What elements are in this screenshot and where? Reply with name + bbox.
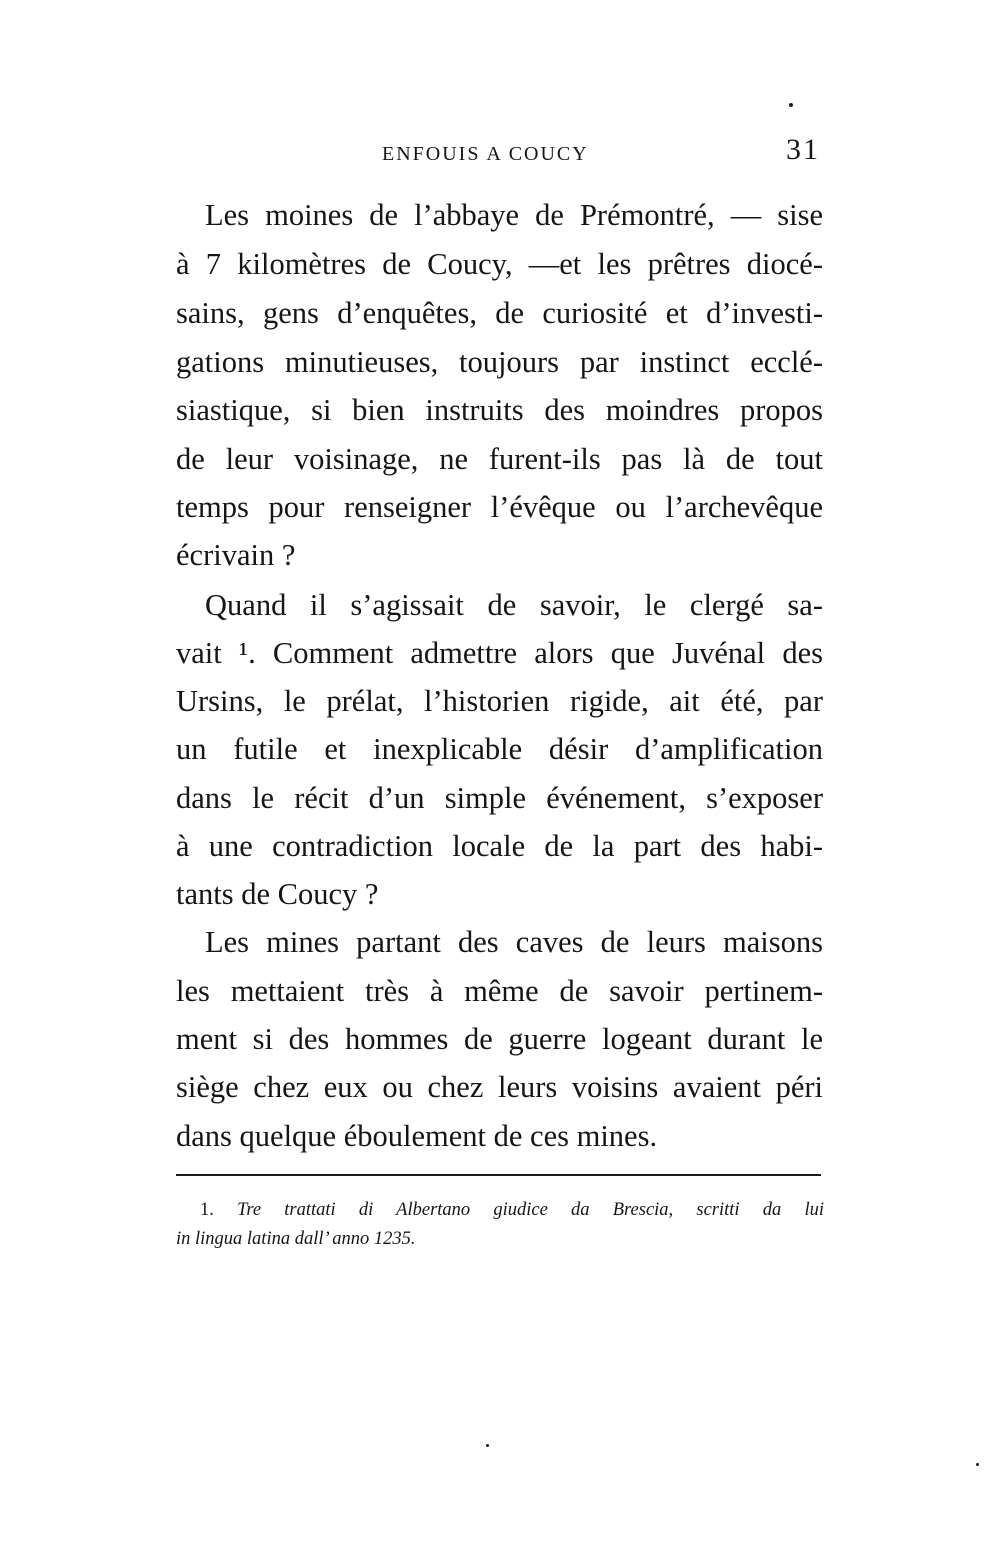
body-line: à 7 kilomètres de Coucy, —et les prêtres diocé- [176, 247, 823, 281]
body-line: Quand il s’agissait de savoir, le clergé sa- [205, 588, 823, 622]
body-line: Les mines partant des caves de leurs maisons [205, 925, 823, 959]
footnote-line [200, 1197, 824, 1223]
body-line: un futile et inexplicable désir d’amplification [176, 732, 823, 766]
footnote-text: Tre trattati di Albertano giudice da Brescia, scritti da lui [237, 1200, 825, 1220]
body-line: Ursins, le prélat, l’historien rigide, ait été, par [176, 684, 823, 718]
ink-speck [789, 103, 793, 107]
body-line: tants de Coucy ? [176, 877, 379, 911]
body-line: Les moines de l’abbaye de Prémontré, — sise [205, 198, 823, 232]
body-line: à une contradiction locale de la part des habi- [176, 829, 823, 863]
body-line: temps pour renseigner l’évêque ou l’archevêque [176, 490, 823, 524]
body-line: siastique, si bien instruits des moindres propos [176, 393, 823, 427]
body-line: dans quelque éboulement de ces mines. [176, 1119, 658, 1153]
body-line: gations minutieuses, toujours par instinct ecclé- [176, 345, 823, 379]
ink-speck [976, 1463, 979, 1466]
body-line: dans le récit d’un simple événement, s’exposer [176, 781, 823, 815]
body-line: ment si des hommes de guerre logeant durant le [176, 1022, 823, 1056]
page-number: 31 [786, 133, 820, 166]
running-header: ENFOUIS A COUCY [382, 143, 589, 165]
body-line: les mettaient très à même de savoir pertinem- [176, 974, 823, 1008]
body-line: écrivain ? [176, 538, 296, 572]
body-line: de leur voisinage, ne furent-ils pas là de tout [176, 442, 823, 476]
footnote-line: in lingua latina dall’ anno 1235. [176, 1229, 416, 1249]
footnote-rule [176, 1174, 821, 1176]
body-line: siège chez eux ou chez leurs voisins avaient péri [176, 1070, 823, 1104]
ink-speck [486, 1444, 489, 1447]
body-line: sains, gens d’enquêtes, de curiosité et d’investi- [176, 296, 823, 330]
body-line: vait ¹. Comment admettre alors que Juvénal des [176, 636, 823, 670]
footnote-number: 1. [200, 1200, 214, 1220]
